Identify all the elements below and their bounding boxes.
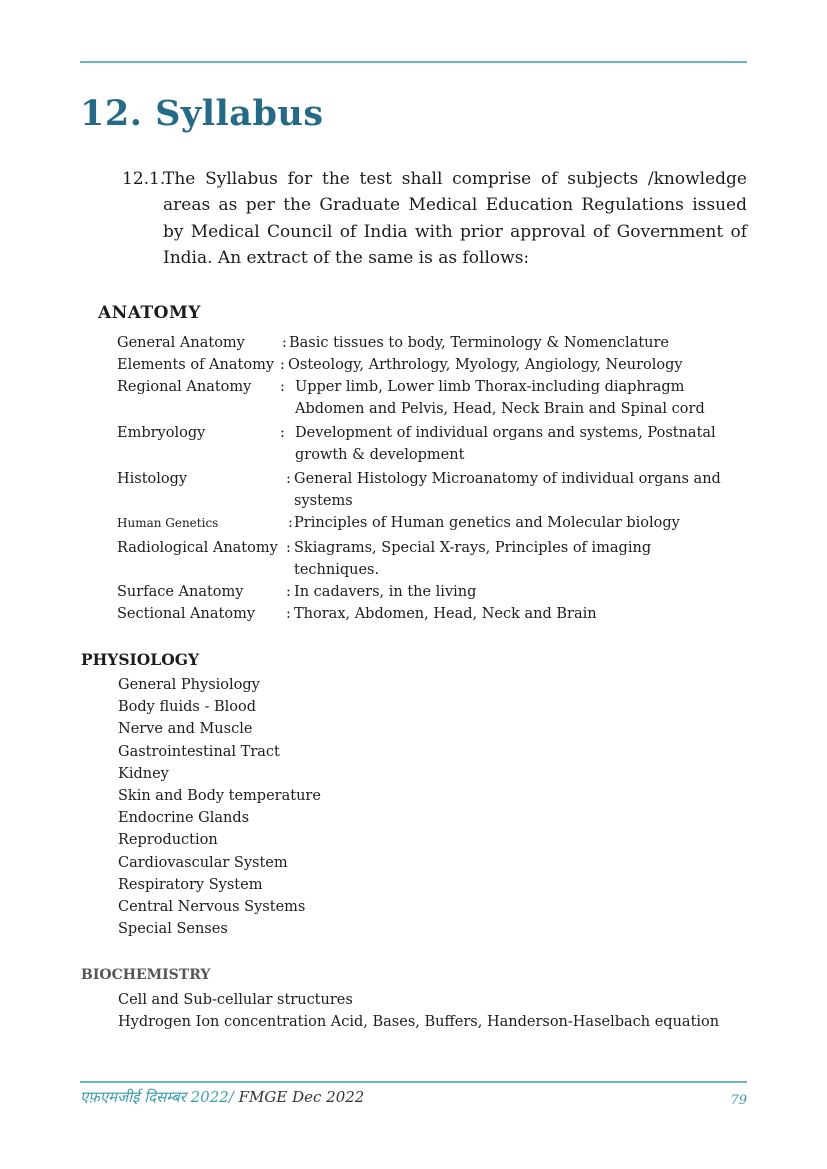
footer-english: FMGE Dec 2022 <box>233 1088 365 1106</box>
list-item: Special Senses <box>118 921 228 938</box>
footer-hindi: एफ़एमजीई दिसम्बर 2022/ <box>80 1088 234 1106</box>
list-item: Hydrogen Ion concentration Acid, Bases, Buffers, Handerson-Haselbach equation <box>118 1014 720 1031</box>
section-number: 12.1. <box>122 169 166 189</box>
anatomy-desc: Principles of Human genetics and Molecular biology <box>294 515 680 531</box>
list-item: Kidney <box>118 765 169 782</box>
list-item: Respiratory System <box>118 876 263 893</box>
physiology-heading: PHYSIOLOGY <box>81 650 200 669</box>
anatomy-term: Histology <box>117 471 188 487</box>
anatomy-desc: Development of individual organs and systems, Postnatal growth & development <box>295 425 716 463</box>
anatomy-term: Surface Anatomy <box>117 584 244 600</box>
anatomy-desc: Upper limb, Lower limb Thorax-including diaphragm Abdomen and Pelvis, Head, Neck Brain and Spinal cord <box>295 379 705 417</box>
anatomy-heading: ANATOMY <box>98 303 201 323</box>
list-item: Cardiovascular System <box>118 854 288 871</box>
biochemistry-heading: BIOCHEMISTRY <box>81 967 211 983</box>
physiology-list <box>118 674 321 940</box>
footer-rule <box>80 1081 747 1083</box>
header-rule <box>80 61 747 63</box>
list-item: Skin and Body temperature <box>118 788 321 805</box>
anatomy-term: Regional Anatomy <box>117 379 252 395</box>
list-item: General Physiology <box>118 677 260 693</box>
anatomy-term: General Anatomy <box>117 335 245 351</box>
anatomy-desc: In cadavers, in the living <box>294 584 477 600</box>
list-item: Endocrine Glands <box>118 810 250 827</box>
anatomy-term: Embryology <box>117 425 206 441</box>
list-item: Central Nervous Systems <box>118 899 306 916</box>
anatomy-term: Human Genetics <box>117 516 219 530</box>
list-item: Gastrointestinal Tract <box>118 743 280 760</box>
list-item: Reproduction <box>118 832 218 849</box>
anatomy-desc: Basic tissues to body, Terminology & Nomenclature <box>289 335 670 351</box>
anatomy-desc: Skiagrams, Special X-rays, Principles of imaging techniques. <box>294 540 652 578</box>
anatomy-desc: General Histology Microanatomy of individual organs and systems <box>294 471 721 509</box>
list-item: Nerve and Muscle <box>118 721 253 738</box>
list-item: Cell and Sub-cellular structures <box>118 992 353 1008</box>
intro-paragraph <box>122 166 747 271</box>
anatomy-desc: Thorax, Abdomen, Head, Neck and Brain <box>294 606 597 622</box>
anatomy-term: Radiological Anatomy <box>117 540 278 556</box>
biochemistry-list <box>118 989 719 1033</box>
footer-title <box>80 1087 364 1107</box>
list-item: Body fluids - Blood <box>118 699 256 716</box>
anatomy-term: Elements of Anatomy <box>117 357 275 373</box>
anatomy-term: Sectional Anatomy <box>117 606 256 622</box>
page-title: 12. Syllabus <box>80 93 324 134</box>
intro-text: The Syllabus for the test shall comprise of subjects /knowledge areas as per the Graduate Medical Education Regulations issued by Medical Council of India with prior approval of Government of India. An extract of the same is as follows: <box>163 169 747 268</box>
page-number: 79 <box>730 1093 747 1108</box>
anatomy-desc: Osteology, Arthrology, Myology, Angiology, Neurology <box>288 357 683 373</box>
